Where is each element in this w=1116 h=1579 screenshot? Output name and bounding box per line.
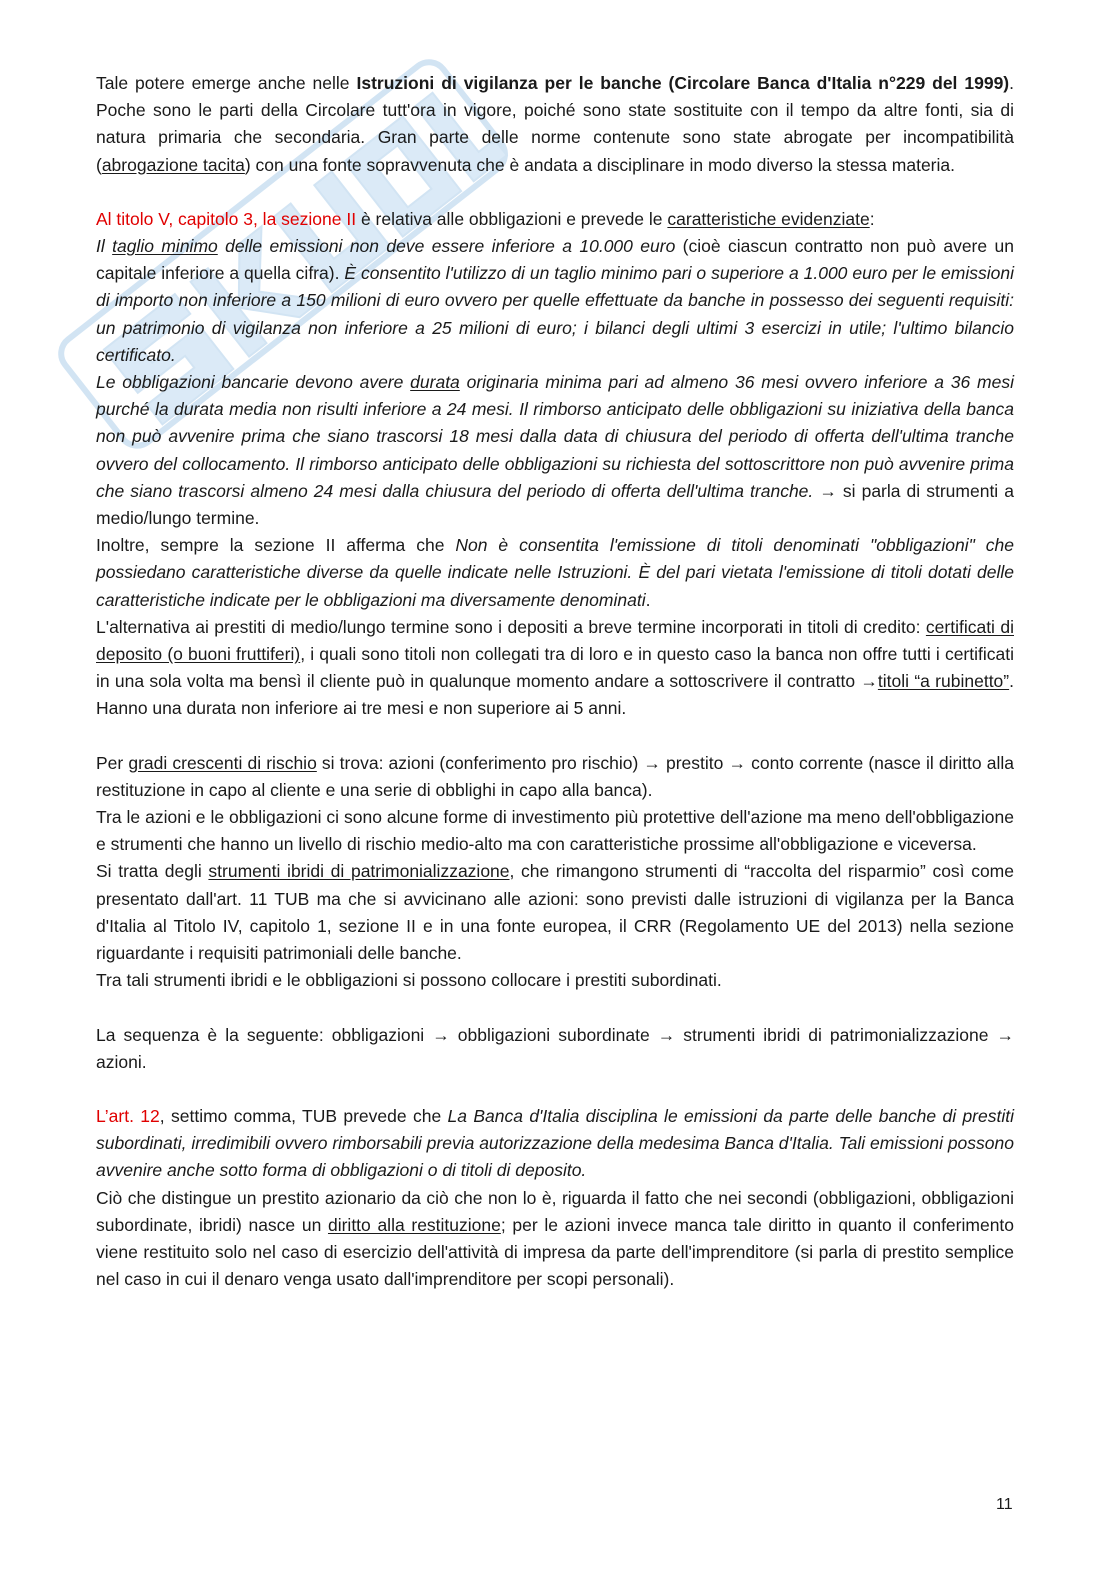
paragraph-sequenza: La sequenza è la seguente: obbligazioni → obbligazioni subordinate → strumenti ibridi di patrimonializzazione → azioni. [96, 1024, 1014, 1072]
paragraph-forme-investimento: Tra le azioni e le obbligazioni ci sono alcune forme di investimento più protettive dell'azione ma meno dell'obbligazione e strumenti che hanno un livello di rischio medio-alto ma con caratteristiche prossime all'obbligazione e viceversa. [96, 807, 1014, 855]
paragraph-titolo-v: Al titolo V, capitolo 3, la sezione II è relativa alle obbligazioni e prevede le caratteristiche evidenziate: Il taglio minimo delle emissioni non deve essere inferiore a 10.000 euro (cioè ciascun contratto non può avere un capitale inferiore a quella cifra). È consentito l'utilizzo di un taglio minimo pari o superiore a 1.000 euro per le emissioni di importo non inferiore a 150 milioni di euro ovvero per quelle effettuate da banche in possesso dei seguenti requisiti: un patrimonio di vigilanza non inferiore a 25 milioni di euro; i bilanci degli ultimi 3 esercizi in utile; l'ultimo bilancio certificato. [96, 208, 1014, 365]
page-number: 11 [996, 1496, 1013, 1513]
document-page [96, 70, 1014, 1293]
paragraph-gradi-rischio: Per gradi crescenti di rischio si trova: azioni (conferimento pro rischio) → prestito → conto corrente (nasce il diritto alla restituzione in capo al cliente e una serie di obblighi in capo alla banca). [96, 752, 1014, 800]
paragraph-art-12: L’art. 12, settimo comma, TUB prevede che La Banca d'Italia disciplina le emissioni da parte delle banche di prestiti subordinati, irredimibili ovvero rimborsabili previa autorizzazione della medesima Banca d'Italia. Tali emissioni possono avvenire anche sotto forma di obbligazioni o di titoli di deposito. [96, 1105, 1014, 1181]
paragraph-durata: Le obbligazioni bancarie devono avere durata originaria minima pari ad almeno 36 mesi ovvero inferiore a 36 mesi purché la durata media non risulti inferiore a 24 mesi. Il rimborso anticipato delle obbligazioni su iniziativa della banca non può avvenire prima che siano trascorsi 18 mesi dalla data di chiusura del periodo di offerta dell'ultima tranche ovvero del collocamento. Il rimborso anticipato delle obbligazioni su richiesta del sottoscrittore non può avvenire prima che siano trascorsi almeno 24 mesi dalla chiusura del periodo di offerta dell'ultima tranche. → si parla di strumenti a medio/lungo termine. [96, 372, 1015, 529]
paragraph-diritto-restituzione: Ciò che distingue un prestito azionario da ciò che non lo è, riguarda il fatto che nei secondi (obbligazioni, obbligazioni subordinate, ibridi) nasce un diritto alla restituzione; per le azioni invece manca tale diritto in quanto il conferimento viene restituito solo nel caso di esercizio dell'attività di impresa da parte dell'imprenditore (si parla di prestito semplice nel caso in cui il denaro venga usato dall'imprenditore per scopi personali). [96, 1187, 1015, 1290]
paragraph-istruzioni-vigilanza: Tale potere emerge anche nelle Istruzioni di vigilanza per le banche (Circolare Banca d'Italia n°229 del 1999). Poche sono le parti della Circolare tutt'ora in vigore, poiché sono state sostituite con il tempo da altre fonti, sia di natura primaria che secondaria. Gran parte delle norme contenute sono state abrogate per incompatibilità (abrogazione tacita) con una fonte sopravvenuta che è andata a disciplinare in modo diverso la stessa materia. [96, 73, 1015, 175]
paragraph-certificati-deposito: L'alternativa ai prestiti di medio/lungo termine sono i depositi a breve termine incorporati in titoli di credito: certificati di deposito (o buoni fruttiferi), i quali sono titoli non collegati tra di loro e in questo caso la banca non offre tutti i certificati in una sola volta ma bensì il cliente può in qualunque momento andare a sottoscrivere il contratto →titoli “a rubinetto”. Hanno una durata non inferiore ai tre mesi e non superiore ai 5 anni. [96, 616, 1014, 719]
paragraph-sezione-ii: Inoltre, sempre la sezione II afferma che Non è consentita l'emissione di titoli denominati "obbligazioni" che possiedano caratteristiche diverse da quelle indicate nelle Istruzioni. È del pari vietata l'emissione di titoli dotati delle caratteristiche indicate per le obbligazioni ma diversamente denominati. [96, 535, 1014, 610]
paragraph-prestiti-subordinati: Tra tali strumenti ibridi e le obbligazioni si possono collocare i prestiti subordinati. [96, 970, 722, 991]
paragraph-strumenti-ibridi: Si tratta degli strumenti ibridi di patrimonializzazione, che rimangono strumenti di “raccolta del risparmio” così come presentato dall'art. 11 TUB ma che si avvicinano alle azioni: sono previsti dalle istruzioni di vigilanza per la Banca d'Italia al Titolo IV, capitolo 1, sezione II e in una fonte europea, il CRR (Regolamento UE del 2013) nella sezione riguardante i requisiti patrimoniali delle banche. [96, 861, 1014, 964]
